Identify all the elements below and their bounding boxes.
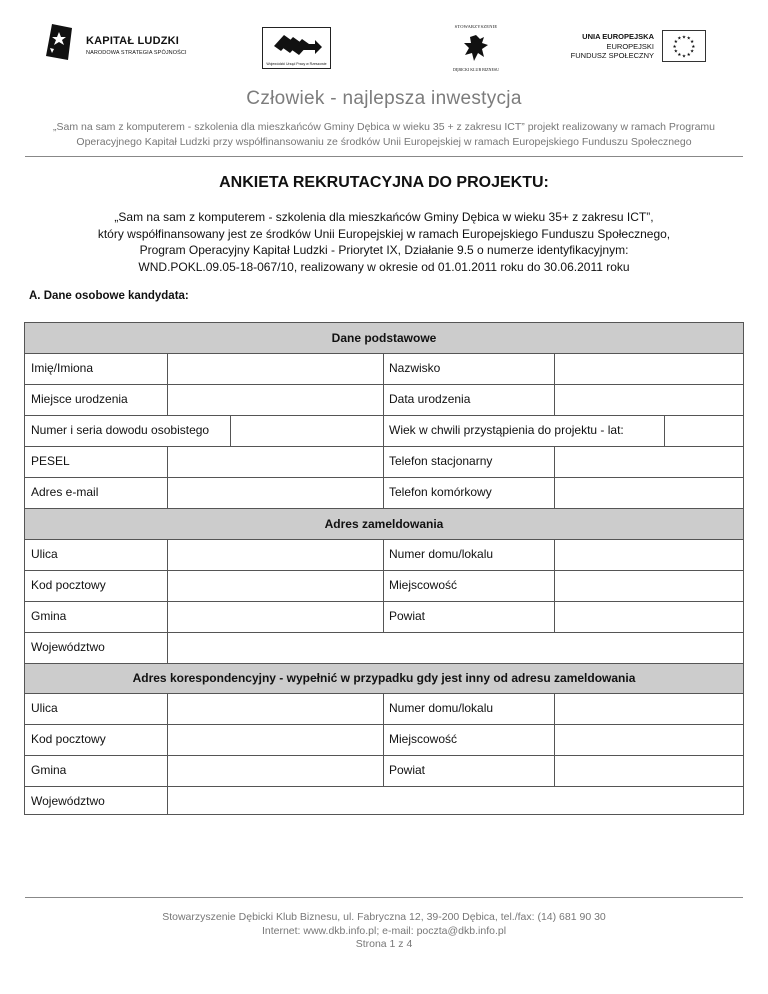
reg-street-input[interactable]	[168, 540, 383, 570]
candidate-form	[24, 322, 744, 815]
svg-text:★: ★	[690, 49, 695, 55]
corr-voivodeship-label: Województwo	[31, 794, 105, 808]
project-description	[30, 209, 738, 275]
last-name-label: Nazwisko	[389, 361, 441, 375]
dkb-top-text: STOWARZYSZENIE	[454, 24, 498, 29]
mobile-input[interactable]	[555, 478, 743, 508]
reg-commune-input[interactable]	[168, 602, 383, 632]
reg-commune-label: Gmina	[31, 609, 67, 623]
birth-place-input[interactable]	[168, 385, 383, 415]
reg-district-label: Powiat	[389, 609, 426, 623]
svg-text:★: ★	[673, 40, 678, 46]
reg-postcode-input[interactable]	[168, 571, 383, 601]
kapital-ludzki-title: KAPITAŁ LUDZKI	[86, 35, 180, 47]
corr-district-input[interactable]	[555, 756, 743, 786]
section-a-heading: A. Dane osobowe kandydata:	[29, 290, 189, 302]
slogan: Człowiek - najlepsza inwestycja	[246, 88, 522, 109]
corr-commune-label: Gmina	[31, 763, 67, 777]
kapital-ludzki-emblem-icon	[44, 22, 74, 62]
eu-logo	[570, 30, 726, 64]
reg-city-label: Miejscowość	[389, 578, 458, 592]
wojewodzki-urzad-pracy-logo	[262, 27, 331, 69]
basic-data-heading: Dane podstawowe	[25, 323, 743, 353]
intro-line-1: „Sam na sam z komputerem - szkolenia dla mieszkańców Gminy Dębica w wieku 35 + z zakresu ICT” projekt realizowany w ramach Programu	[52, 121, 716, 133]
corr-district-label: Powiat	[389, 763, 426, 777]
description-line-3: Program Operacyjny Kapitał Ludzki - Priorytet IX, Działanie 9.5 o numerze identyfikacyjnym:	[139, 243, 629, 257]
eu-line3: FUNDUSZ SPOŁECZNY	[570, 51, 654, 60]
eu-line2: EUROPEJSKI	[606, 42, 654, 51]
registered-address-heading: Adres zameldowania	[25, 509, 743, 539]
page-title: ANKIETA REKRUTACYJNA DO PROJEKTU:	[219, 174, 549, 191]
project-intro	[30, 120, 738, 150]
description-line-4: WND.POKL.09.05-18-067/10, realizowany w okresie od 01.01.2011 roku do 30.06.2011 roku	[138, 259, 630, 274]
svg-text:★: ★	[673, 49, 678, 55]
svg-text:★: ★	[681, 35, 687, 41]
landline-input[interactable]	[555, 447, 743, 477]
dkb-bottom-text: DĘBICKI KLUB BIZNESU	[453, 67, 499, 72]
svg-text:★: ★	[686, 36, 691, 42]
kapital-ludzki-subtitle: NARODOWA STRATEGIA SPÓJNOŚCI	[86, 50, 187, 56]
svg-text:★: ★	[686, 53, 691, 59]
corr-house-no-input[interactable]	[555, 694, 743, 724]
last-name-input[interactable]	[555, 354, 743, 384]
svg-text:★: ★	[691, 44, 696, 50]
svg-text:★: ★	[677, 36, 682, 42]
eu-flag-icon	[662, 30, 706, 62]
griffin-icon	[462, 33, 490, 65]
birth-date-input[interactable]	[555, 385, 743, 415]
kapital-ludzki-logo	[44, 22, 204, 64]
page-number: Strona 1 z 4	[355, 938, 413, 950]
eu-line1: UNIA EUROPEJSKA	[582, 32, 654, 41]
reg-voivodeship-label: Województwo	[31, 640, 105, 654]
reg-district-input[interactable]	[555, 602, 743, 632]
corr-commune-input[interactable]	[168, 756, 383, 786]
arrows-icon	[271, 32, 323, 58]
birth-date-label: Data urodzenia	[389, 392, 471, 406]
reg-voivodeship-input[interactable]	[168, 633, 743, 663]
svg-text:★: ★	[681, 54, 687, 60]
header-divider	[25, 156, 743, 157]
svg-text:★: ★	[672, 44, 677, 50]
pesel-label: PESEL	[31, 454, 70, 468]
mobile-label: Telefon komórkowy	[389, 485, 492, 499]
wojewodzki-caption: Wojewódzki Urząd Pracy w Rzeszowie	[266, 62, 327, 66]
corr-street-input[interactable]	[168, 694, 383, 724]
footer-address: Stowarzyszenie Dębicki Klub Biznesu, ul. Fabryczna 12, 39-200 Dębica, tel./fax: (14) 681 90 30	[162, 911, 606, 923]
correspondence-address-heading: Adres korespondencyjny - wypełnić w przypadku gdy jest inny od adresu zameldowania	[25, 664, 743, 693]
first-name-input[interactable]	[168, 354, 383, 384]
email-input[interactable]	[168, 478, 383, 508]
corr-city-label: Miejscowość	[389, 732, 458, 746]
corr-house-no-label: Numer domu/lokalu	[389, 701, 494, 715]
first-name-label: Imię/Imiona	[31, 361, 94, 375]
id-number-input[interactable]	[231, 416, 383, 446]
svg-text:★: ★	[677, 53, 682, 59]
reg-postcode-label: Kod pocztowy	[31, 578, 106, 592]
footer-contact: Internet: www.dkb.info.pl; e-mail: poczta@dkb.info.pl	[261, 924, 507, 937]
reg-street-label: Ulica	[31, 547, 58, 561]
description-line-2: który współfinansowany jest ze środków Unii Europejskiej w ramach Europejskiego Funduszu Społecznego,	[97, 226, 671, 241]
reg-house-no-label: Numer domu/lokalu	[389, 547, 494, 561]
corr-postcode-label: Kod pocztowy	[31, 732, 106, 746]
corr-voivodeship-input[interactable]	[168, 787, 743, 814]
footer-divider	[25, 897, 743, 898]
email-label: Adres e-mail	[31, 485, 99, 499]
description-line-1: „Sam na sam z komputerem - szkolenia dla mieszkańców Gminy Dębica w wieku 35+ z zakresu ICT”,	[114, 210, 654, 224]
pesel-input[interactable]	[168, 447, 383, 477]
corr-postcode-input[interactable]	[168, 725, 383, 755]
reg-house-no-input[interactable]	[555, 540, 743, 570]
reg-city-input[interactable]	[555, 571, 743, 601]
dkb-logo	[446, 24, 506, 74]
age-label: Wiek w chwili przystąpienia do projektu - lat:	[389, 423, 624, 437]
landline-label: Telefon stacjonarny	[389, 454, 493, 468]
svg-text:★: ★	[690, 40, 695, 46]
age-input[interactable]	[665, 416, 743, 446]
birth-place-label: Miejsce urodzenia	[31, 392, 128, 406]
id-number-label: Numer i seria dowodu osobistego	[31, 423, 210, 437]
footer	[0, 911, 768, 952]
intro-line-2: Operacyjnego Kapitał Ludzki przy współfinansowaniu ze środków Unii Europejskiej w ramach Europejskiego Funduszu Społecznego	[76, 136, 692, 148]
corr-city-input[interactable]	[555, 725, 743, 755]
corr-street-label: Ulica	[31, 701, 58, 715]
